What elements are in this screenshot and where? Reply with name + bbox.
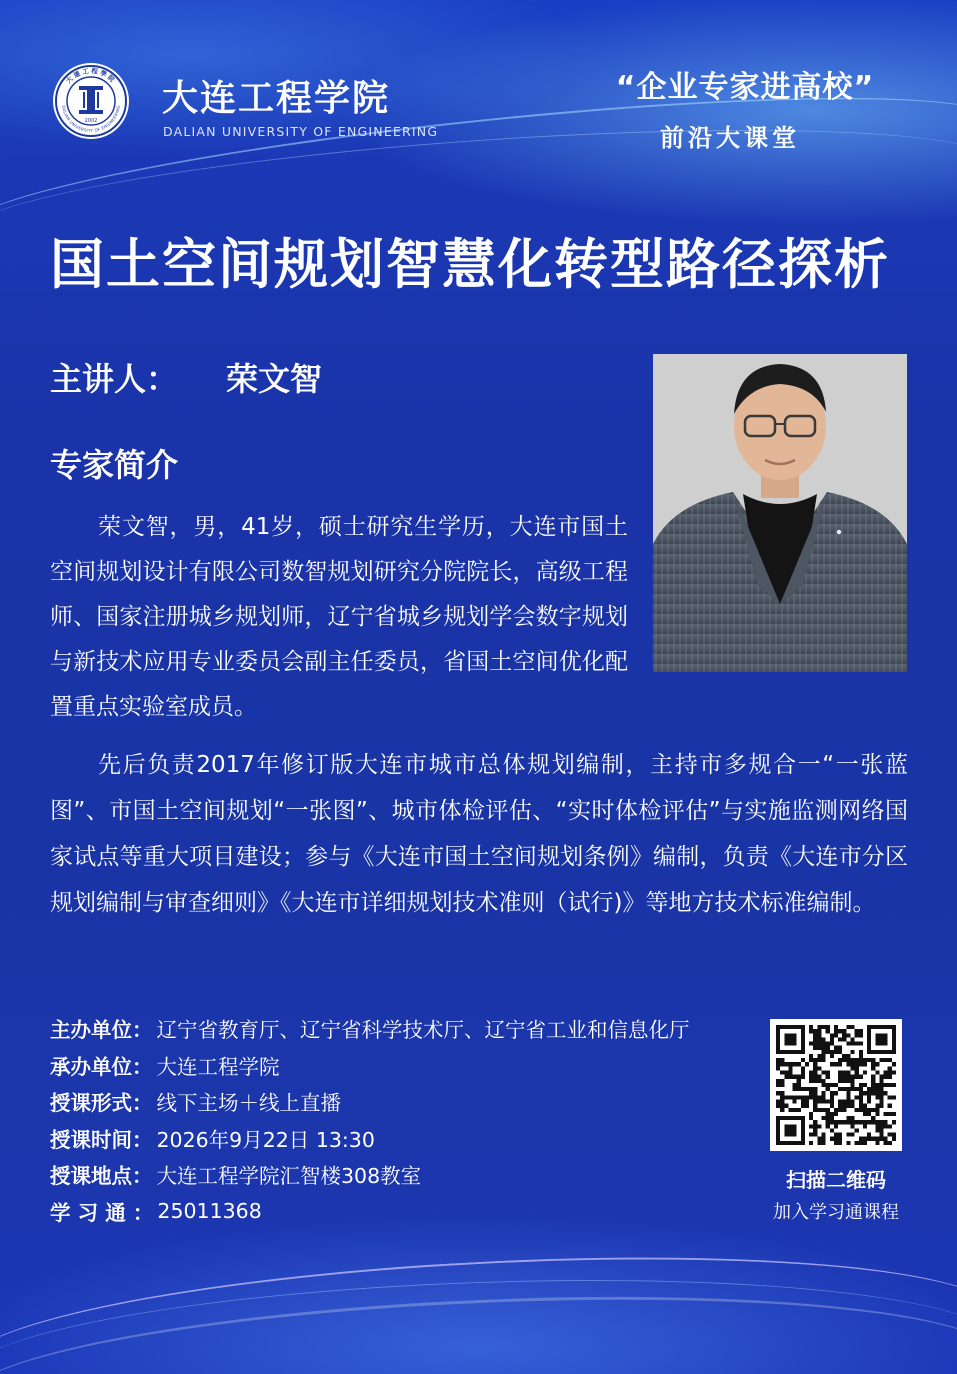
speaker-label: 主讲人： [50,360,179,398]
speaker-name: 荣文智 [226,360,323,398]
info-key: 主办单位： [50,1018,153,1043]
info-key: 授课形式： [50,1091,153,1116]
footer-light-wave [0,1264,957,1374]
qr-subcaption: 加入学习通课程 [773,1202,899,1223]
event-info-list [50,1010,750,1229]
info-value: 2026年9月22日 13:30 [156,1127,375,1152]
info-value: 25011368 [157,1198,262,1223]
speaker-row [50,354,322,400]
intro-heading: 专家简介 [50,446,179,484]
lecture-title: 国土空间规划智慧化转型路径探析 [50,233,890,296]
info-value: 辽宁省教育厅、辽宁省科学技术厅、辽宁省工业和信息化厅 [156,1018,690,1043]
program-subtitle: 前沿大课堂 [660,124,800,152]
info-value: 大连工程学院汇智楼308教室 [156,1164,422,1189]
svg-text:大連工程學院: 大連工程學院 [64,66,118,86]
info-row-time [50,1120,750,1157]
footer-light-wave [0,1235,957,1374]
bio-paragraph: 先后负责2017年修订版大连市城市总体规划编制，主持市多规合一“一张蓝图”、市国土空间规划“一张图”、城市体检评估、“实时体检评估”与实施监测网络国家试点等重大项目建设；参与《大连市国土空间规划条例》编制，负责《大连市分区规划编制与审查细则》《大连市详细规划技术准则（试行)》等地方技术标准编制。 [50,752,908,916]
info-value: 线下主场＋线上直播 [156,1091,341,1116]
info-row-xuexitong [50,1193,750,1230]
school-logo [52,62,130,140]
svg-text:2002: 2002 [84,118,98,124]
school-name: 大连工程学院 [162,78,391,119]
info-row-host [50,1047,750,1084]
qr-caption: 扫描二维码 [786,1168,886,1192]
info-value: 大连工程学院 [156,1054,280,1079]
info-row-organizer [50,1010,750,1047]
qr-code[interactable] [770,1019,902,1151]
info-row-location [50,1156,750,1193]
info-key: 学 习 通 ： [50,1200,154,1225]
info-row-format [50,1083,750,1120]
info-key: 授课时间： [50,1127,153,1152]
bio-paragraph: 荣文智，男，41岁，硕士研究生学历，大连市国土空间规划设计有限公司数智规划研究分院院长，高级工程师、国家注册城乡规划师，辽宁省城乡规划学会数字规划与新技术应用专业委员会副主任委员，省国土空间优化配置重点实验室成员。 [50,514,628,720]
info-key: 承办单位： [50,1054,153,1079]
info-key: 授课地点： [50,1164,153,1189]
program-slogan: “企业专家进高校” [615,70,875,105]
speaker-photo [653,354,907,672]
footer-light-wave [0,1277,957,1374]
svg-text:DALIAN UNIVERSITY OF ENGINEERI: DALIAN UNIVERSITY OF ENGINEERING [61,105,121,134]
school-english-name: DALIAN UNIVERSITY OF ENGINEERING [163,124,439,139]
